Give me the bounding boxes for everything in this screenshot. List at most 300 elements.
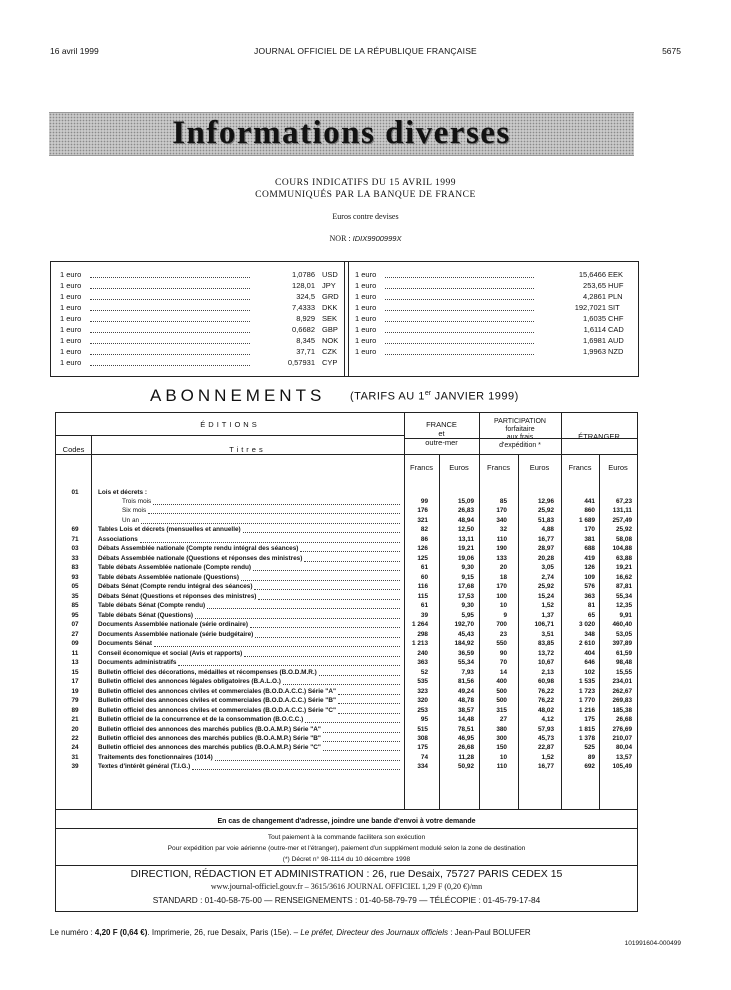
table-row xyxy=(56,658,637,667)
row-value: 65 xyxy=(587,611,595,619)
row-value: 70 xyxy=(499,659,507,667)
nor-reference xyxy=(0,234,731,243)
row-value: 81,56 xyxy=(458,678,474,686)
row-value: 500 xyxy=(496,687,507,695)
rate-label: 1 euro xyxy=(60,325,82,334)
francs-subheader: Francs xyxy=(487,463,510,472)
row-value: 320 xyxy=(417,697,428,705)
rate-label: 1 euro xyxy=(60,347,82,356)
row-value: 17,53 xyxy=(458,592,474,600)
row-title: Conseil économique et social (Avis et rapports) xyxy=(98,649,243,657)
row-title: Documents Assemblée nationale (série budgétaire) xyxy=(98,630,254,638)
participation-header xyxy=(479,418,561,450)
rate-row xyxy=(355,280,630,291)
row-value: 45,73 xyxy=(538,734,554,742)
row-value: 105,49 xyxy=(612,763,632,771)
rate-row xyxy=(60,302,340,313)
rate-value: 8,929 xyxy=(296,314,315,323)
table-row xyxy=(56,668,637,677)
row-value: 515 xyxy=(417,725,428,733)
row-value: 19,06 xyxy=(458,554,474,562)
row-value: 4,88 xyxy=(541,526,554,534)
currency-code: EEK xyxy=(608,270,624,279)
row-value: 9 xyxy=(503,611,507,619)
dot-leader xyxy=(385,343,534,344)
row-value: 184,92 xyxy=(454,640,474,648)
row-value: 19,21 xyxy=(458,545,474,553)
table-row xyxy=(56,497,637,506)
row-title: Tables Lois et décrets (mensuelles et annuelle) xyxy=(98,526,241,534)
dot-leader xyxy=(385,354,534,355)
row-value: 55,34 xyxy=(458,659,474,667)
currency-code: NZD xyxy=(608,347,624,356)
row-code: 85 xyxy=(71,602,79,610)
row-code: 27 xyxy=(71,630,79,638)
row-value: 9,91 xyxy=(619,611,632,619)
row-code: 05 xyxy=(71,583,79,591)
rate-label: 1 euro xyxy=(355,314,377,323)
dot-leader xyxy=(338,703,400,704)
table-row xyxy=(56,544,637,553)
dot-leader xyxy=(300,551,400,552)
table-row xyxy=(56,734,637,743)
france-header-line: outre-mer xyxy=(425,438,458,447)
dot-leader xyxy=(141,523,400,524)
dot-leader xyxy=(385,321,534,322)
row-value: 61,59 xyxy=(616,649,632,657)
rule xyxy=(56,828,637,829)
row-value: 2,74 xyxy=(541,573,554,581)
row-value: 340 xyxy=(496,516,507,524)
header-date: 16 avril 1999 xyxy=(50,46,99,56)
table-row xyxy=(56,706,637,715)
row-value: 26,83 xyxy=(458,507,474,515)
dot-leader xyxy=(241,580,400,581)
rate-row xyxy=(355,291,630,302)
row-value: 3 020 xyxy=(579,621,595,629)
section-banner xyxy=(49,112,634,156)
subscriptions-table xyxy=(55,412,638,866)
rate-value: 1,0786 xyxy=(292,270,315,279)
row-title: Bulletin officiel des annonces civiles et commerciales (B.O.D.A.C.C.) Série "C" xyxy=(98,706,336,714)
dot-leader xyxy=(385,277,534,278)
cours-title-1: COURS INDICATIFS DU 15 AVRIL 1999 xyxy=(275,178,456,188)
row-code: 79 xyxy=(71,697,79,705)
row-value: 1 378 xyxy=(579,734,595,742)
rate-value: 1,6035 xyxy=(583,314,606,323)
row-value: 85 xyxy=(499,497,507,505)
row-title: Bulletin officiel des annonces des marchés publics (B.O.A.M.P.) Série "A" xyxy=(98,725,321,733)
row-title: Documents Sénat xyxy=(98,640,152,648)
rate-value: 324,5 xyxy=(296,292,315,301)
rate-value: 37,71 xyxy=(296,347,315,356)
row-code: 24 xyxy=(71,744,79,752)
rate-value: 15,6466 xyxy=(578,270,606,279)
row-value: 57,93 xyxy=(538,725,554,733)
row-title: Bulletin officiel de la concurrence et de la consommation (B.O.C.C.) xyxy=(98,716,304,724)
page-header xyxy=(50,46,681,60)
row-title: Bulletin officiel des décorations, médailles et récompenses (B.O.D.M.R.) xyxy=(98,668,317,676)
currency-code: USD xyxy=(322,270,338,279)
dot-leader xyxy=(215,760,400,761)
row-value: 2 610 xyxy=(579,640,595,648)
dot-leader xyxy=(90,332,250,333)
row-value: 36,59 xyxy=(458,649,474,657)
table-row xyxy=(56,743,637,752)
dot-leader xyxy=(140,542,400,543)
row-value: 53,05 xyxy=(616,630,632,638)
row-value: 1 216 xyxy=(579,706,595,714)
row-value: 321 xyxy=(417,516,428,524)
participation-header-line: forfaitaire xyxy=(505,426,535,433)
participation-header-line: PARTICIPATION xyxy=(494,418,546,425)
row-value: 80,04 xyxy=(616,744,632,752)
editions-header: ÉDITIONS xyxy=(200,420,260,429)
row-value: 700 xyxy=(496,621,507,629)
table-row xyxy=(56,687,637,696)
row-value: 860 xyxy=(584,507,595,515)
row-value: 1 723 xyxy=(579,687,595,695)
table-row xyxy=(56,753,637,762)
row-value: 60 xyxy=(420,573,428,581)
currency-code: CZK xyxy=(322,347,337,356)
row-code: 03 xyxy=(71,545,79,553)
rate-label: 1 euro xyxy=(60,358,82,367)
row-value: 210,07 xyxy=(612,734,632,742)
row-value: 45,43 xyxy=(458,630,474,638)
row-value: 81 xyxy=(587,602,595,610)
france-header-line: FRANCE xyxy=(426,420,457,429)
dot-leader xyxy=(90,310,250,311)
row-value: 1,37 xyxy=(541,611,554,619)
row-value: 234,01 xyxy=(612,678,632,686)
row-value: 192,70 xyxy=(454,621,474,629)
row-value: 419 xyxy=(584,554,595,562)
row-value: 460,40 xyxy=(612,621,632,629)
row-value: 52 xyxy=(420,668,428,676)
rate-label: 1 euro xyxy=(60,303,82,312)
row-code: 09 xyxy=(71,640,79,648)
row-value: 116 xyxy=(417,583,428,591)
table-row xyxy=(56,677,637,686)
france-header xyxy=(404,420,479,447)
france-header-line: et xyxy=(438,429,445,438)
row-title: Bulletin officiel des annonces civiles et commerciales (B.O.D.A.C.C.) Série "B" xyxy=(98,697,336,705)
row-value: 58,08 xyxy=(616,535,632,543)
row-value: 400 xyxy=(496,678,507,686)
row-title: Traitements des fonctionnaires (1014) xyxy=(98,753,213,761)
row-code: 01 xyxy=(71,488,79,496)
row-value: 13,11 xyxy=(458,535,474,543)
rate-row xyxy=(355,269,630,280)
dot-leader xyxy=(154,646,400,647)
table-row xyxy=(56,592,637,601)
tarifs-date xyxy=(350,390,519,403)
row-value: 12,35 xyxy=(616,602,632,610)
row-code: 15 xyxy=(71,668,79,676)
dot-leader xyxy=(385,299,534,300)
rate-row xyxy=(60,280,340,291)
rate-label: 1 euro xyxy=(60,270,82,279)
row-value: 380 xyxy=(496,725,507,733)
rate-value: 253,65 xyxy=(583,281,606,290)
row-title: Bulletin officiel des annonces des marchés publics (B.O.A.M.P.) Série "C" xyxy=(98,744,321,752)
row-code: 33 xyxy=(71,554,79,562)
rate-label: 1 euro xyxy=(355,325,377,334)
rates-column-left xyxy=(60,269,340,368)
currency-code: SIT xyxy=(608,303,620,312)
dot-leader xyxy=(90,277,250,278)
rate-row xyxy=(355,335,630,346)
row-value: 262,67 xyxy=(612,687,632,695)
row-code: 19 xyxy=(71,687,79,695)
row-value: 115 xyxy=(417,592,428,600)
row-title: Débats Assemblée nationale (Questions et réponses des ministres) xyxy=(98,554,303,562)
table-row xyxy=(56,554,637,563)
row-value: 39 xyxy=(420,611,428,619)
exchange-rates-table xyxy=(50,261,639,377)
rate-row xyxy=(60,324,340,335)
row-title: Table débats Assemblée nationale (Compte rendu) xyxy=(98,564,252,572)
row-value: 100 xyxy=(496,592,507,600)
rates-column-right xyxy=(355,269,630,357)
participation-header-line: d'expédition * xyxy=(499,442,541,449)
row-value: 50,92 xyxy=(458,763,474,771)
row-value: 133 xyxy=(496,554,507,562)
row-value: 646 xyxy=(584,659,595,667)
row-value: 25,92 xyxy=(538,507,554,515)
row-value: 20,28 xyxy=(538,554,554,562)
dot-leader xyxy=(207,608,400,609)
row-value: 12,96 xyxy=(538,497,554,505)
table-row xyxy=(56,611,637,620)
row-value: 348 xyxy=(584,630,595,638)
dot-leader xyxy=(243,532,400,533)
row-title: Débats Sénat (Compte rendu intégral des séances) xyxy=(98,583,253,591)
row-title: Débats Sénat (Questions et réponses des ministres) xyxy=(98,592,257,600)
table-row xyxy=(56,696,637,705)
row-value: 5,95 xyxy=(461,611,474,619)
row-value: 126 xyxy=(417,545,428,553)
row-value: 87,81 xyxy=(616,583,632,591)
row-title: Bulletin officiel des annonces civiles et commerciales (B.O.D.A.C.C.) Série "A" xyxy=(98,687,336,695)
direction-phones: STANDARD : 01-40-58-75-00 — RENSEIGNEMENTS : 01-40-58-79-79 — TÉLÉCOPIE : 01-45-79-17-84 xyxy=(152,895,541,905)
table-row xyxy=(56,488,637,497)
rule xyxy=(56,809,637,810)
row-value: 1 770 xyxy=(579,697,595,705)
table-row xyxy=(56,516,637,525)
row-value: 99 xyxy=(420,497,428,505)
row-value: 26,68 xyxy=(616,716,632,724)
row-value: 1 815 xyxy=(579,725,595,733)
row-code: 89 xyxy=(71,706,79,714)
row-value: 315 xyxy=(496,706,507,714)
currency-code: NOK xyxy=(322,336,339,345)
rate-value: 1,6114 xyxy=(583,325,606,334)
row-code: 83 xyxy=(71,564,79,572)
row-value: 76,22 xyxy=(538,687,554,695)
dot-leader xyxy=(385,332,534,333)
row-value: 11,28 xyxy=(458,753,474,761)
row-code: 71 xyxy=(71,535,79,543)
row-title: Table débats Sénat (Compte rendu) xyxy=(98,602,206,610)
row-value: 106,71 xyxy=(534,621,554,629)
row-title: Associations xyxy=(98,535,138,543)
row-value: 110 xyxy=(496,535,507,543)
row-value: 1 264 xyxy=(412,621,428,629)
dot-leader xyxy=(90,288,250,289)
tarifs-pre: (TARIFS AU 1 xyxy=(350,390,425,403)
rate-label: 1 euro xyxy=(60,292,82,301)
dot-leader xyxy=(323,741,400,742)
row-value: 109 xyxy=(584,573,595,581)
row-value: 550 xyxy=(496,640,507,648)
dot-leader xyxy=(338,713,400,714)
rate-label: 1 euro xyxy=(355,336,377,345)
table-row xyxy=(56,563,637,572)
footer-imprint xyxy=(50,928,531,937)
row-value: 18 xyxy=(499,573,507,581)
row-value: 16,62 xyxy=(616,573,632,581)
row-value: 170 xyxy=(496,583,507,591)
row-value: 10 xyxy=(499,753,507,761)
address-change-note: En cas de changement d'adresse, joindre une bande d'envoi à votre demande xyxy=(217,818,476,825)
decree-note: (*) Décret n° 98-1114 du 10 décembre 1998 xyxy=(282,856,411,863)
row-value: 150 xyxy=(496,744,507,752)
row-value: 89 xyxy=(587,753,595,761)
dot-leader xyxy=(254,589,400,590)
row-code: 93 xyxy=(71,573,79,581)
numero-label: Le numéro : xyxy=(50,928,95,937)
row-value: 363 xyxy=(584,592,595,600)
row-value: 535 xyxy=(417,678,428,686)
row-value: 67,23 xyxy=(616,497,632,505)
dot-leader xyxy=(90,365,250,366)
row-value: 9,30 xyxy=(461,602,474,610)
row-value: 298 xyxy=(417,630,428,638)
table-row xyxy=(56,620,637,629)
table-row xyxy=(56,573,637,582)
dot-leader xyxy=(192,769,400,770)
row-title: Textes d'intérêt général (T.I.G.) xyxy=(98,763,191,771)
row-value: 176 xyxy=(417,507,428,515)
row-value: 240 xyxy=(417,649,428,657)
dot-leader xyxy=(153,504,400,505)
row-value: 60,98 xyxy=(538,678,554,686)
row-value: 61 xyxy=(420,564,428,572)
row-value: 500 xyxy=(496,697,507,705)
imprimerie: . Imprimerie, 26, rue Desaix, Paris (15e). – xyxy=(147,928,301,937)
row-title: Table débats Assemblée nationale (Questions) xyxy=(98,573,239,581)
table-row xyxy=(56,601,637,610)
table-row xyxy=(56,762,637,771)
rate-row xyxy=(355,313,630,324)
rate-value: 128,01 xyxy=(292,281,315,290)
row-value: 7,93 xyxy=(461,668,474,676)
row-value: 1 213 xyxy=(412,640,428,648)
row-code: 07 xyxy=(71,621,79,629)
row-value: 19,21 xyxy=(616,564,632,572)
row-title: Documents Assemblée nationale (série ordinaire) xyxy=(98,621,248,629)
table-row xyxy=(56,535,637,544)
dot-leader xyxy=(90,354,250,355)
row-value: 15,55 xyxy=(616,668,632,676)
rate-row xyxy=(60,346,340,357)
table-row xyxy=(56,649,637,658)
dot-leader xyxy=(305,722,400,723)
row-code: 20 xyxy=(71,725,79,733)
currency-code: DKK xyxy=(322,303,338,312)
row-value: 90 xyxy=(499,649,507,657)
dot-leader xyxy=(338,694,400,695)
tarifs-sup: er xyxy=(424,390,432,397)
table-row xyxy=(56,725,637,734)
row-value: 300 xyxy=(496,734,507,742)
row-value: 12,50 xyxy=(458,526,474,534)
rate-row xyxy=(355,324,630,335)
row-value: 10 xyxy=(499,602,507,610)
rate-value: 0,57931 xyxy=(287,358,315,367)
row-value: 46,95 xyxy=(458,734,474,742)
row-value: 20 xyxy=(499,564,507,572)
row-value: 14 xyxy=(499,668,507,676)
row-value: 48,02 xyxy=(538,706,554,714)
direction-web: www.journal-officiel.gouv.fr – 3615/3616 JOURNAL OFFICIEL 1,29 F (0,20 €)/mn xyxy=(210,882,483,891)
rate-value: 0,6682 xyxy=(292,325,315,334)
rate-row xyxy=(60,291,340,302)
row-value: 98,48 xyxy=(616,659,632,667)
rate-value: 192,7021 xyxy=(574,303,606,312)
row-value: 16,77 xyxy=(538,535,554,543)
row-value: 170 xyxy=(496,507,507,515)
row-code: 95 xyxy=(71,611,79,619)
row-value: 23 xyxy=(499,630,507,638)
currency-code: CHF xyxy=(608,314,624,323)
currency-code: GRD xyxy=(322,292,339,301)
row-value: 308 xyxy=(417,734,428,742)
row-value: 86 xyxy=(420,535,428,543)
currency-code: GBP xyxy=(322,325,338,334)
currency-code: JPY xyxy=(322,281,336,290)
section-title: Informations diverses xyxy=(172,115,511,151)
row-value: 441 xyxy=(584,497,595,505)
row-value: 63,88 xyxy=(616,554,632,562)
rate-label: 1 euro xyxy=(60,281,82,290)
rate-value: 4,2861 xyxy=(583,292,606,301)
row-value: 126 xyxy=(584,564,595,572)
row-value: 257,49 xyxy=(612,516,632,524)
row-value: 25,92 xyxy=(538,583,554,591)
nor-value: IDIX9900999X xyxy=(352,234,402,243)
francs-subheader: Francs xyxy=(410,463,433,472)
row-value: 3,05 xyxy=(541,564,554,572)
dot-leader xyxy=(244,656,400,657)
row-value: 525 xyxy=(584,744,595,752)
row-value: 74 xyxy=(420,753,428,761)
cours-subtitle: Euros contre devises xyxy=(332,212,399,221)
rate-row xyxy=(60,269,340,280)
row-code: 69 xyxy=(71,526,79,534)
row-title: Lois et décrets : xyxy=(98,488,148,496)
row-value: 269,83 xyxy=(612,697,632,705)
row-value: 14,48 xyxy=(458,716,474,724)
row-value: 95 xyxy=(420,716,428,724)
row-title: Table débats Sénat (Questions) xyxy=(98,611,194,619)
dot-leader xyxy=(385,310,534,311)
table-row xyxy=(56,639,637,648)
dot-leader xyxy=(250,627,400,628)
row-value: 48,94 xyxy=(458,516,474,524)
